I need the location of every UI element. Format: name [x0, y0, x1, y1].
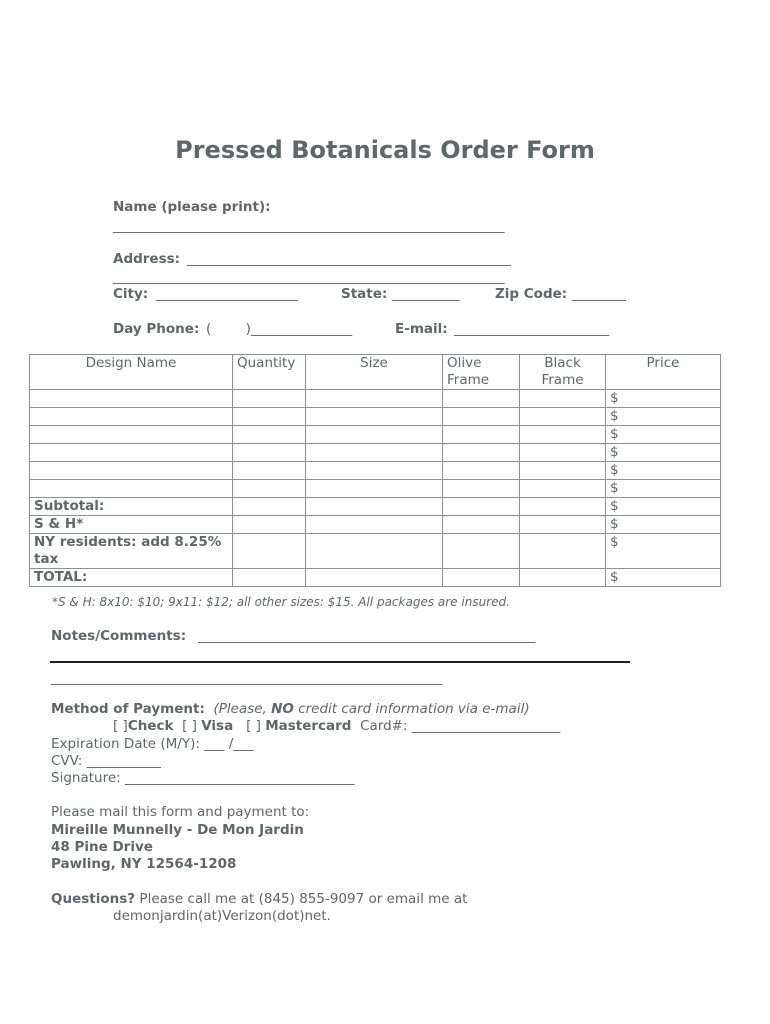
- quantity-cell[interactable]: [233, 390, 306, 408]
- total-label: TOTAL:: [30, 569, 233, 587]
- card-number-field[interactable]: Card#: ______________________: [360, 718, 561, 734]
- shipping-row: [30, 516, 721, 534]
- price-cell[interactable]: $: [606, 390, 721, 408]
- price-cell[interactable]: $: [606, 462, 721, 480]
- design-cell[interactable]: [30, 426, 233, 444]
- quantity-cell[interactable]: [233, 462, 306, 480]
- mastercard-option-label: Mastercard: [265, 718, 352, 734]
- zip-field-line[interactable]: ________: [572, 286, 626, 302]
- payment-note-bold: NO: [271, 701, 294, 717]
- address-field-line-2[interactable]: __________________________________________________________: [113, 269, 505, 285]
- page-title: Pressed Botanicals Order Form: [175, 136, 595, 164]
- visa-checkbox[interactable]: [ ]: [182, 718, 197, 734]
- header-quantity: Quantity: [233, 355, 306, 390]
- mail-recipient: Mireille Munnelly - De Mon Jardin: [51, 822, 304, 838]
- mail-intro: Please mail this form and payment to:: [51, 804, 310, 820]
- olive-cell[interactable]: [443, 444, 520, 462]
- size-cell[interactable]: [306, 444, 443, 462]
- state-field-line[interactable]: __________: [392, 286, 460, 302]
- olive-cell[interactable]: [443, 390, 520, 408]
- olive-cell[interactable]: [443, 462, 520, 480]
- questions-text: Please call me at (845) 855-9097 or email me at: [139, 891, 468, 907]
- header-olive-frame: Olive Frame: [443, 355, 520, 390]
- expiration-date-field[interactable]: Expiration Date (M/Y): ___ /___: [51, 736, 254, 752]
- olive-cell[interactable]: [443, 408, 520, 426]
- notes-field-line-3[interactable]: __________________________________________________________: [51, 670, 443, 686]
- name-field-line[interactable]: __________________________________________________________: [113, 218, 505, 234]
- design-cell[interactable]: [30, 408, 233, 426]
- subtotal-row: [30, 498, 721, 516]
- subtotal-label: Subtotal:: [30, 498, 233, 516]
- mail-city: Pawling, NY 12564-1208: [51, 856, 237, 872]
- visa-option-label: Visa: [201, 718, 234, 734]
- black-cell[interactable]: [520, 444, 606, 462]
- email-field-line[interactable]: _______________________: [454, 321, 610, 337]
- table-row: [30, 444, 721, 462]
- notes-field-line-1[interactable]: __________________________________________________: [198, 628, 536, 644]
- size-cell[interactable]: [306, 480, 443, 498]
- olive-cell[interactable]: [443, 480, 520, 498]
- payment-method-line: [51, 701, 530, 717]
- zip-label: Zip Code:: [495, 286, 568, 302]
- design-cell[interactable]: [30, 444, 233, 462]
- size-cell[interactable]: [306, 462, 443, 480]
- contact-email: demonjardin(at)Verizon(dot)net.: [113, 908, 331, 924]
- quantity-cell[interactable]: [233, 480, 306, 498]
- black-cell[interactable]: [520, 462, 606, 480]
- size-cell[interactable]: [306, 426, 443, 444]
- header-price: Price: [606, 355, 721, 390]
- tax-label: NY residents: add 8.25% tax: [30, 534, 233, 569]
- payment-note-post: credit card information via e-mail): [293, 701, 530, 717]
- signature-field[interactable]: Signature: __________________________________: [51, 770, 355, 786]
- city-label: City:: [113, 286, 149, 302]
- mastercard-checkbox[interactable]: [ ]: [246, 718, 261, 734]
- header-design-name: Design Name: [30, 355, 233, 390]
- order-table: [29, 354, 721, 587]
- table-row: [30, 426, 721, 444]
- city-field-line[interactable]: _____________________: [156, 286, 298, 302]
- table-header-row: [30, 355, 721, 390]
- table-row: [30, 480, 721, 498]
- subtotal-price-cell[interactable]: $: [606, 498, 721, 516]
- check-option-label: Check: [127, 718, 174, 734]
- shipping-footnote: *S & H: 8x10: $10; 9x11: $12; all other sizes: $15. All packages are insured.: [52, 595, 510, 609]
- price-cell[interactable]: $: [606, 426, 721, 444]
- notes-divider: [50, 661, 630, 663]
- phone-label: Day Phone:: [113, 321, 200, 337]
- tax-price-cell[interactable]: $: [606, 534, 721, 569]
- table-row: [30, 408, 721, 426]
- payment-options: [113, 718, 560, 734]
- quantity-cell[interactable]: [233, 426, 306, 444]
- header-size: Size: [306, 355, 443, 390]
- table-row: [30, 390, 721, 408]
- header-black-frame: Black Frame: [520, 355, 606, 390]
- design-cell[interactable]: [30, 390, 233, 408]
- quantity-cell[interactable]: [233, 408, 306, 426]
- olive-cell[interactable]: [443, 426, 520, 444]
- design-cell[interactable]: [30, 462, 233, 480]
- address-label: Address:: [113, 251, 181, 267]
- address-field-line-1[interactable]: ________________________________________________: [187, 251, 511, 267]
- price-cell[interactable]: $: [606, 444, 721, 462]
- black-cell[interactable]: [520, 426, 606, 444]
- shipping-price-cell[interactable]: $: [606, 516, 721, 534]
- size-cell[interactable]: [306, 390, 443, 408]
- email-label: E-mail:: [395, 321, 448, 337]
- check-checkbox[interactable]: [ ]: [113, 718, 128, 734]
- shipping-label: S & H*: [30, 516, 233, 534]
- total-price-cell[interactable]: $: [606, 569, 721, 587]
- notes-label: Notes/Comments:: [51, 628, 187, 644]
- payment-note-pre: (Please,: [213, 701, 272, 717]
- table-row: [30, 462, 721, 480]
- price-cell[interactable]: $: [606, 408, 721, 426]
- size-cell[interactable]: [306, 408, 443, 426]
- black-cell[interactable]: [520, 390, 606, 408]
- name-label: Name (please print):: [113, 199, 271, 215]
- black-cell[interactable]: [520, 480, 606, 498]
- payment-label: Method of Payment:: [51, 701, 205, 717]
- phone-field-line[interactable]: ( )_______________: [206, 321, 353, 337]
- mail-street: 48 Pine Drive: [51, 839, 153, 855]
- cvv-field[interactable]: CVV: ___________: [51, 753, 161, 769]
- questions-label: Questions?: [51, 891, 136, 907]
- price-cell[interactable]: $: [606, 480, 721, 498]
- questions-line: [51, 891, 467, 907]
- tax-row: [30, 534, 721, 569]
- black-cell[interactable]: [520, 408, 606, 426]
- quantity-cell[interactable]: [233, 444, 306, 462]
- design-cell[interactable]: [30, 480, 233, 498]
- state-label: State:: [341, 286, 388, 302]
- total-row: [30, 569, 721, 587]
